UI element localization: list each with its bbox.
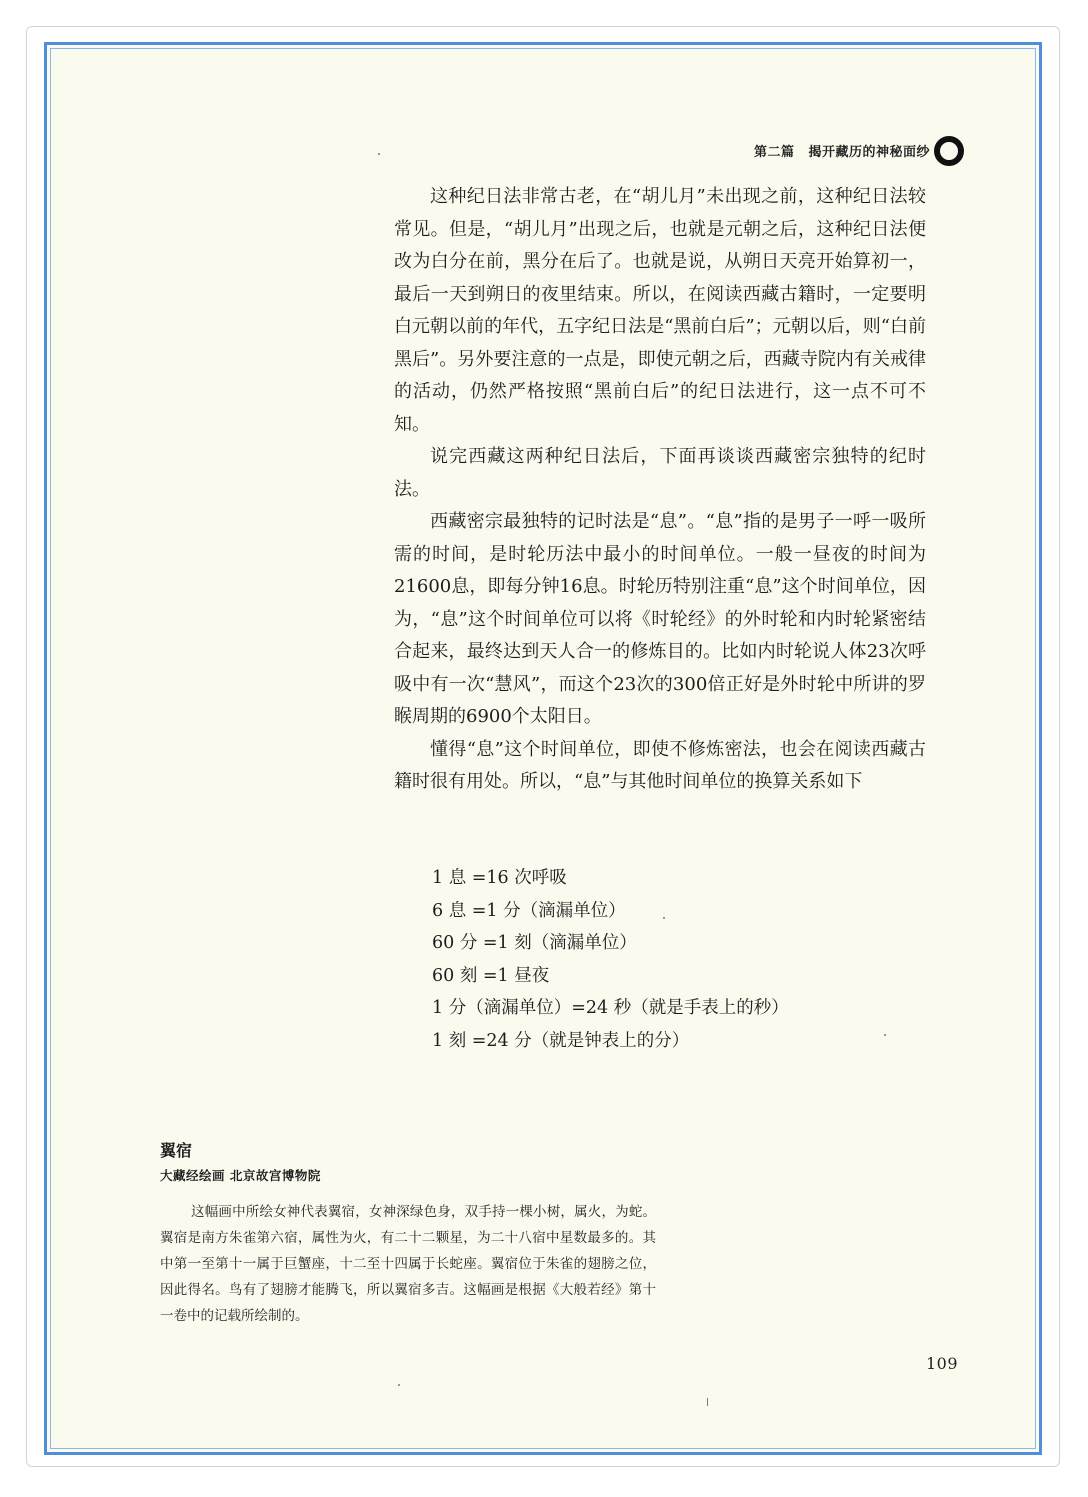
print-speck [398,1384,400,1386]
caption-subtitle: 大藏经绘画 北京故宫博物院 [160,1168,321,1183]
conversion-line: 6 息 =1 分（滴漏单位） [432,900,626,921]
paragraph: 懂得“息”这个时间单位，即使不修炼密法，也会在阅读西藏古籍时很有用处。所以，“息”与其他时间单位的换算关系如下 [394,738,926,792]
running-header [700,141,930,160]
main-text [394,181,926,799]
print-speck [707,1398,708,1406]
ring-icon [934,136,964,166]
header-title: 揭开藏历的神秘面纱 [808,145,930,160]
caption-title: 翼宿 [160,1141,193,1160]
paragraph: 西藏密宗最独特的记时法是“息”。“息”指的是男子一呼一吸所需的时间，是时轮历法中最小的时间单位。一般一昼夜的时间为21600息，即每分钟16息。时轮历特别注重“息”这个时间单位，因为，“息”这个时间单位可以将《时轮经》的外时轮和内时轮紧密结合起来，最终达到天人合一的修炼目的。比如内时轮说人体23次呼吸中有一次“慧风”，而这个23次的300倍正好是外时轮中所讲的罗睺周期的6900个太阳日。 [394,511,926,727]
conversion-line: 1 刻 =24 分（就是钟表上的分） [432,1030,690,1051]
paragraph: 说完西藏这两种纪日法后，下面再谈谈西藏密宗独特的纪时法。 [394,446,926,500]
paragraph: 这种纪日法非常古老，在“胡儿月”未出现之前，这种纪日法较常见。但是，“胡儿月”出现之后，也就是元朝之后，这种纪日法便改为白分在前，黑分在后了。也就是说，从朔日天亮开始算初一，最后一天到朔日的夜里结束。所以，在阅读西藏古籍时，一定要明白元朝以前的年代，五字纪日法是“黑前白后”；元朝以后，则“白前黑后”。另外要注意的一点是，即使元朝之后，西藏寺院内有关戒律的活动，仍然严格按照“黑前白后”的纪日法进行，这一点不可不知。 [394,186,926,435]
print-speck [884,1034,886,1036]
conversion-line: 1 分（滴漏单位）=24 秒（就是手表上的秒） [432,998,789,1018]
caption-text [160,1199,656,1329]
conversion-line: 1 息 =16 次呼吸 [432,868,567,888]
print-speck [378,153,380,155]
conversion-line: 60 刻 =1 昼夜 [432,965,550,986]
conversion-list [432,862,932,1057]
conversion-line: 60 分 =1 刻（滴漏单位） [432,933,637,953]
caption-paragraph: 这幅画中所绘女神代表翼宿，女神深绿色身，双手持一棵小树，属火，为蛇。翼宿是南方朱雀第六宿，属性为火，有二十二颗星，为二十八宿中星数最多的。其中第一至第十一属于巨蟹座，十二至十四属于长蛇座。翼宿位于朱雀的翅膀之位，因此得名。鸟有了翅膀才能腾飞，所以翼宿多吉。这幅画是根据《大般若经》第十一卷中的记载所绘制的。 [160,1204,656,1324]
header-part: 第二篇 [753,145,795,160]
print-speck [663,917,665,919]
page-number: 109 [925,1354,958,1373]
